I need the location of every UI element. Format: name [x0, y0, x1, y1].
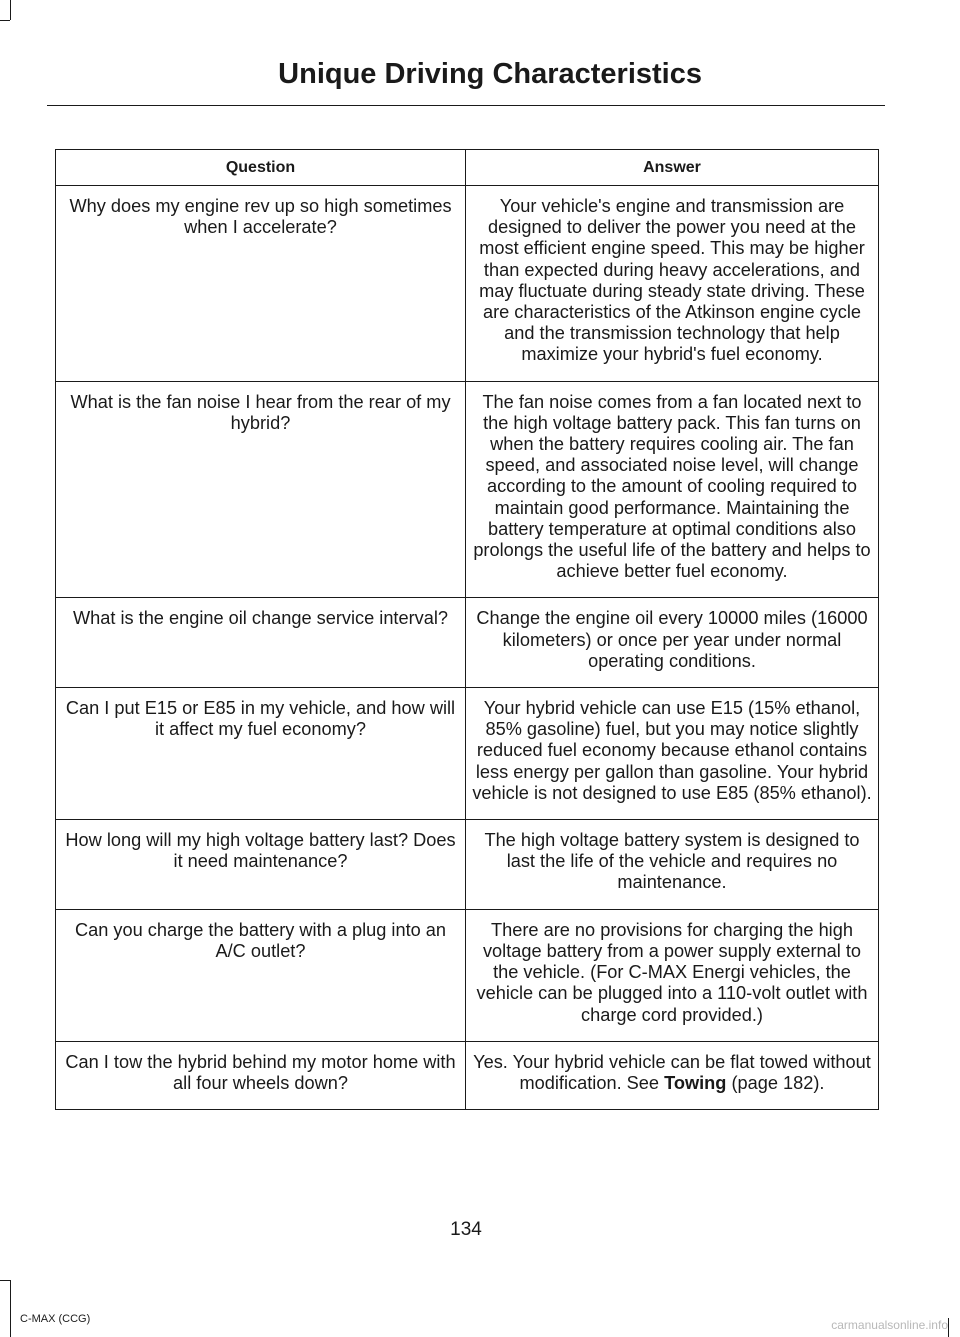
- answer-text: Yes. Your hybrid vehicle can be flat towed without modification. See: [473, 1051, 871, 1093]
- table-row: [56, 909, 879, 1041]
- answer-cell: The high voltage battery system is designed to last the life of the vehicle and requires no maintenance.: [466, 820, 879, 910]
- answer-cell: Your vehicle's engine and transmission are designed to deliver the power you need at the most efficient engine speed. This may be higher than expected during heavy accelerations, and may fluctuate during steady state driving. These are characteristics of the Atkinson engine cycle and the transmission technology that help maximize your hybrid's fuel economy.: [466, 186, 879, 382]
- answer-cell: Your hybrid vehicle can use E15 (15% ethanol, 85% gasoline) fuel, but you may notice slightly reduced fuel economy because ethanol contains less energy per gallon than gasoline. Your hybrid vehicle is not designed to use E85 (85% ethanol).: [466, 688, 879, 820]
- watermark: carmanualsonline.info: [831, 1318, 948, 1332]
- answer-cell: There are no provisions for charging the high voltage battery from a power supply external to the vehicle. (For C-MAX Energi vehicles, the vehicle can be plugged into a 110-volt outlet with charge cord provided.): [466, 909, 879, 1041]
- question-cell: Can I put E15 or E85 in my vehicle, and how will it affect my fuel economy?: [56, 688, 466, 820]
- crop-mark-bottom-left: [10, 1280, 11, 1337]
- column-header-question: Question: [56, 150, 466, 186]
- question-cell: What is the engine oil change service interval?: [56, 598, 466, 688]
- table-row: [56, 820, 879, 910]
- question-cell: How long will my high voltage battery last? Does it need maintenance?: [56, 820, 466, 910]
- question-cell: Can I tow the hybrid behind my motor home with all four wheels down?: [56, 1041, 466, 1109]
- page-title: Unique Driving Characteristics: [278, 58, 702, 90]
- table-row: [56, 1041, 879, 1109]
- question-cell: What is the fan noise I hear from the rear of my hybrid?: [56, 381, 466, 598]
- column-header-answer: Answer: [466, 150, 879, 186]
- crop-mark-top-left: [10, 0, 11, 20]
- answer-cell: Change the engine oil every 10000 miles (16000 kilometers) or once per year under normal operating conditions.: [466, 598, 879, 688]
- model-code: C-MAX (CCG): [20, 1313, 91, 1325]
- faq-table: [55, 149, 879, 1110]
- table-header-row: [56, 150, 879, 186]
- answer-cell: The fan noise comes from a fan located next to the high voltage battery pack. This fan turns on when the battery requires cooling air. The fan speed, and associated noise level, will change according to the amount of cooling required to maintain good performance. Maintaining the battery temperature at optimal conditions also prolongs the useful life of the battery and helps to achieve better fuel economy.: [466, 381, 879, 598]
- crop-mark-top-left: [0, 20, 10, 21]
- question-cell: Why does my engine rev up so high sometimes when I accelerate?: [56, 186, 466, 382]
- table-row: [56, 381, 879, 598]
- table-row: [56, 186, 879, 382]
- crop-mark-bottom-right: [948, 1318, 949, 1337]
- header-divider: [47, 105, 885, 106]
- page-number: 134: [450, 1219, 482, 1240]
- crop-mark-bottom-left: [0, 1280, 10, 1281]
- table-row: [56, 688, 879, 820]
- question-cell: Can you charge the battery with a plug into an A/C outlet?: [56, 909, 466, 1041]
- towing-reference-link[interactable]: Towing: [664, 1072, 727, 1093]
- table-row: [56, 598, 879, 688]
- answer-cell: [466, 1041, 879, 1109]
- answer-text: (page 182).: [726, 1072, 825, 1093]
